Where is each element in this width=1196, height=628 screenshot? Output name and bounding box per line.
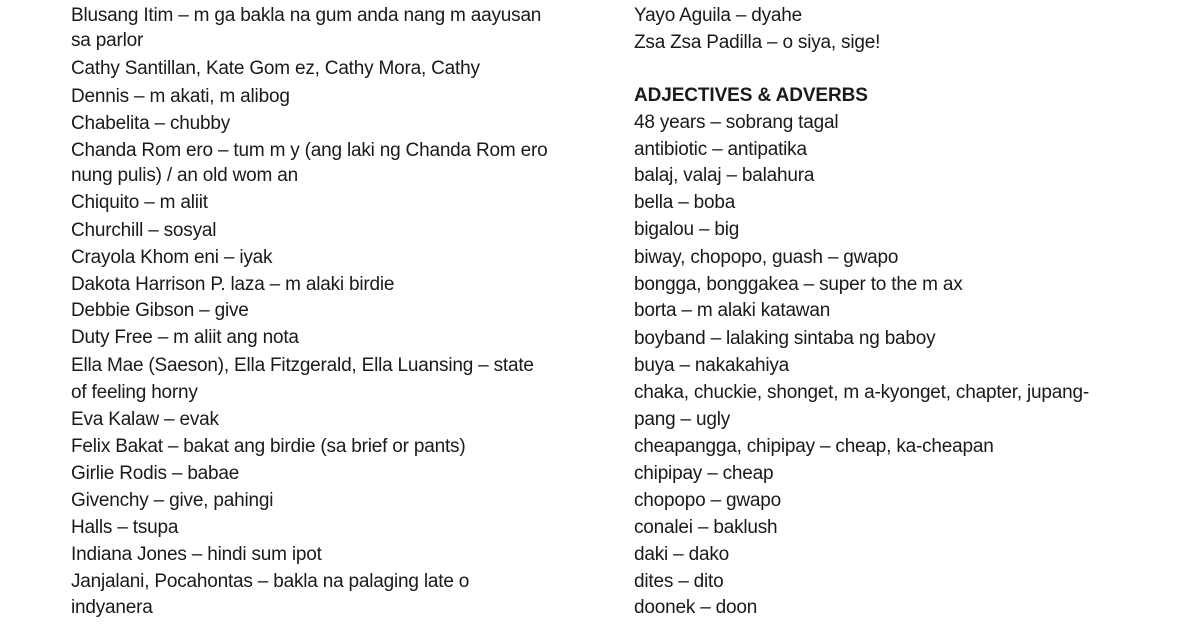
entry-line: Eva Kalaw – evak xyxy=(71,409,219,430)
entry-line: antibiotic – antipatika xyxy=(634,139,807,160)
entry-line: Indiana Jones – hindi sum ipot xyxy=(71,544,322,565)
entry-line: biway, chopopo, guash – gwapo xyxy=(634,247,899,268)
entry-line: Girlie Rodis – babae xyxy=(71,463,240,484)
entry-line: chipipay – cheap xyxy=(634,463,774,484)
entry-line: Yayo Aguila – dyahe xyxy=(634,5,803,26)
entry-line: indyanera xyxy=(71,597,153,618)
entry-line: Churchill – sosyal xyxy=(71,220,217,241)
entry-line: cheapangga, chipipay – cheap, ka-cheapan xyxy=(634,436,994,457)
section-heading: ADJECTIVES & ADVERBS xyxy=(634,85,868,106)
entry-line: Duty Free – m aliit ang nota xyxy=(71,327,299,348)
entry-line: Chanda Rom ero – tum m y (ang laki ng Chanda Rom ero xyxy=(71,140,548,161)
entry-line: Chiquito – m aliit xyxy=(71,192,208,213)
entry-line: Debbie Gibson – give xyxy=(71,300,249,321)
entry-line: doonek – doon xyxy=(634,597,758,618)
entry-line: sa parlor xyxy=(71,30,144,51)
entry-line: Chabelita – chubby xyxy=(71,113,231,134)
entry-line: Dakota Harrison P. laza – m alaki birdie xyxy=(71,274,395,295)
entry-line: pang – ugly xyxy=(634,409,731,430)
entry-line: balaj, valaj – balahura xyxy=(634,165,815,186)
entry-line: conalei – baklush xyxy=(634,517,778,538)
entry-line: boyband – lalaking sintaba ng baboy xyxy=(634,328,936,349)
entry-line: Dennis – m akati, m alibog xyxy=(71,86,290,107)
entry-line: Crayola Khom eni – iyak xyxy=(71,247,273,268)
entry-line: buya – nakakahiya xyxy=(634,355,790,376)
entry-line: chaka, chuckie, shonget, m a-kyonget, chapter, jupang- xyxy=(634,382,1089,403)
entry-line: Cathy Santillan, Kate Gom ez, Cathy Mora, Cathy xyxy=(71,58,480,79)
entry-line: bongga, bonggakea – super to the m ax xyxy=(634,274,963,295)
entry-line: Zsa Zsa Padilla – o siya, sige! xyxy=(634,32,881,53)
entry-line: daki – dako xyxy=(634,544,729,565)
entry-line: Janjalani, Pocahontas – bakla na palaging late o xyxy=(71,571,470,592)
entry-line: bella – boba xyxy=(634,192,736,213)
entry-line: Felix Bakat – bakat ang birdie (sa brief or pants) xyxy=(71,436,466,457)
entry-line: Blusang Itim – m ga bakla na gum anda nang m aayusan xyxy=(71,5,542,26)
entry-line: bigalou – big xyxy=(634,219,740,240)
entry-line: Givenchy – give, pahingi xyxy=(71,490,274,511)
entry-line: nung pulis) / an old wom an xyxy=(71,165,298,186)
entry-line: Halls – tsupa xyxy=(71,517,179,538)
entry-line: of feeling horny xyxy=(71,382,198,403)
entry-line: Ella Mae (Saeson), Ella Fitzgerald, Ella Luansing – state xyxy=(71,355,534,376)
entry-line: borta – m alaki katawan xyxy=(634,300,831,321)
entry-line: 48 years – sobrang tagal xyxy=(634,112,839,133)
entry-line: dites – dito xyxy=(634,571,724,592)
entry-line: chopopo – gwapo xyxy=(634,490,782,511)
